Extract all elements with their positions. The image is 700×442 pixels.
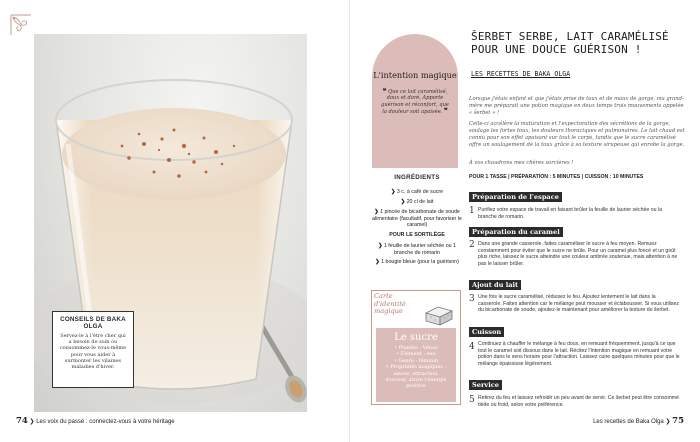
ingredient-item (368, 189, 466, 196)
ingredient-item (368, 199, 466, 206)
tip-title: CONSEILS DE BAKA OLGA (60, 316, 126, 330)
ingredient-item (368, 209, 466, 229)
ingredient-text: 1 bougie bleue (pour la guérison) (381, 259, 459, 265)
card-heading: Carte d'identité magique (374, 292, 406, 316)
intro-paragraph: Celle-ci accélère la maturation et l'expectoration des sécrétions de la gorge, soulage les fortes toux, les douleurs thoraciques et pulmonaires. Le lait chaud est connu pour son effet apaisant sur tout le corps, tandis que le sucre caramélisé offre un soulagement de la toux grâce à sa texture sirupeuse qui enrobe la gorge. (469, 121, 685, 148)
intention-title: L'intention magique (373, 70, 457, 80)
left-footer (16, 416, 175, 426)
step-text: Dans une grande casserole, faites caraméliser le sucre à feu moyen. Remuez constamment pour éviter que le sucre ne brûle. Pour un caramel plus foncé et un goût plus riche, laissez le sucre atteindre une couleur ambrée soutenue, mais attention à ne pas le laisser brûler. (478, 241, 678, 267)
tip-box (52, 311, 134, 388)
recipe-meta: POUR 1 TASSE | PRÉPARATION : 5 MINUTES | CUISSON : 10 MINUTES (469, 174, 644, 180)
recipe-subtitle: LES RECETTES DE BAKA OLGA (471, 70, 571, 78)
right-page (350, 0, 700, 442)
quote-close-icon: ❞ (443, 106, 448, 116)
step-number: 3 (469, 294, 475, 304)
chevron-icon: ❯ (390, 189, 396, 195)
recipe-title: ŠERBET SERBE, LAIT CARAMÉLISÉ POUR UNE DOUCE GUÉRISON ! (471, 30, 669, 56)
intention-arch-box (372, 34, 458, 168)
ingredient-text: 3 c. à café de sucre (396, 189, 444, 195)
sugar-id-card (371, 290, 461, 405)
card-name: Le sucre (394, 332, 438, 343)
ingredient-item (368, 259, 466, 266)
ingredient-text: 20 cl de lait (406, 199, 434, 205)
card-line: • Élément : eau (396, 351, 436, 358)
step-label: Ajout du lait (469, 280, 521, 290)
sugar-cube-icon (422, 303, 456, 327)
quote-open-icon: ❝ (382, 86, 387, 95)
step-label: Préparation du caramel (469, 227, 563, 237)
step-text: Continuez à chauffer le mélange à feu doux, en remuant fréquemment, jusqu'à ce que tout le caramel soit dissous dans le lait. Récitez l'intention magique en remuant votre potion dans le sens horaire pour l'attraction. Laissez cuire quelques minutes pour que le mélange épaississe légèrement. (478, 341, 680, 367)
ingredient-text: 1 feuille de laurier séchée ou 1 branche de romarin (383, 243, 457, 256)
step-label: Cuisson (469, 327, 504, 337)
left-page-number: 74 (16, 416, 28, 426)
card-line: • Propriétés magiques : amour, attraction, douceur, attire l'énergie positive (385, 364, 447, 390)
step-number: 5 (469, 395, 475, 405)
ingredients-title: INGRÉDIENTS (394, 174, 440, 181)
intention-quote-text: Que ce lait caramélisé, doux et doré, Apporte guérison et réconfort, que la douleur soit apaisée. (381, 89, 449, 116)
ingredient-item (368, 243, 466, 256)
step-number: 2 (469, 240, 475, 250)
card-panel (376, 328, 456, 402)
right-footer-text: Les recettes de Baka Olga (593, 419, 664, 425)
intro-paragraph: À vos chaudrons mes chères sorcières ! (469, 160, 574, 166)
step-label: Service (469, 380, 502, 390)
chevron-icon: ❯ (400, 199, 406, 205)
ingredient-text: 1 pincée de bicarbonate de soude alimentaire (facultatif, pour favoriser le caramel) (372, 209, 462, 228)
intention-quote (372, 88, 458, 116)
footer-chevron-icon: ❯ (665, 419, 671, 425)
tip-text: Servez-le à l'être cher qui a besoin de soin ou consommez-le vous-même pour vous aider à surmonter les vilaines maladies d'hiver. (59, 333, 127, 371)
intro-paragraph: Lorsque j'étais enfant et que j'étais prise de toux et de maux de gorge, ma grand-mère me préparait une potion magique en deux temps trois mouvements appelée « šerbet » ! (469, 96, 684, 116)
chevron-icon: ❯ (375, 259, 380, 265)
chevron-icon: ❯ (377, 243, 383, 249)
right-page-number: 75 (672, 416, 684, 426)
ritual-title: POUR LE SORTILÈGE (389, 232, 445, 238)
step-text: Retirez du feu et laissez refroidir un peu avant de servir. Ce šerbet peut être consommé tiède ou froid, selon votre préférence. (478, 395, 679, 408)
footer-chevron-icon: ❯ (29, 419, 35, 425)
left-footer-text: Les voix du passé : connectez-vous à votre héritage (36, 419, 175, 425)
right-footer (593, 416, 684, 426)
step-text: Une fois le sucre caramélisé, réduisez le feu. Ajoutez lentement le lait dans la casserole. Faites attention car le mélange peut mousser et éclabousser. Si vous utilisez du bicarbonate de soude, ajoutez-le maintenant pour améliorer la texture du šerbet. (478, 294, 679, 313)
card-line: • Genre : féminin (393, 357, 439, 364)
chevron-icon: ❯ (374, 209, 379, 215)
step-number: 4 (469, 342, 475, 352)
card-lines (376, 345, 456, 390)
step-label: Préparation de l'espace (469, 192, 562, 202)
step-number: 1 (469, 206, 475, 216)
step-text: Purifiez votre espace de travail en faisant brûler la feuille de laurier séchée ou la branche de romarin. (478, 207, 662, 220)
card-line: • Planète : Vénus (394, 345, 438, 351)
